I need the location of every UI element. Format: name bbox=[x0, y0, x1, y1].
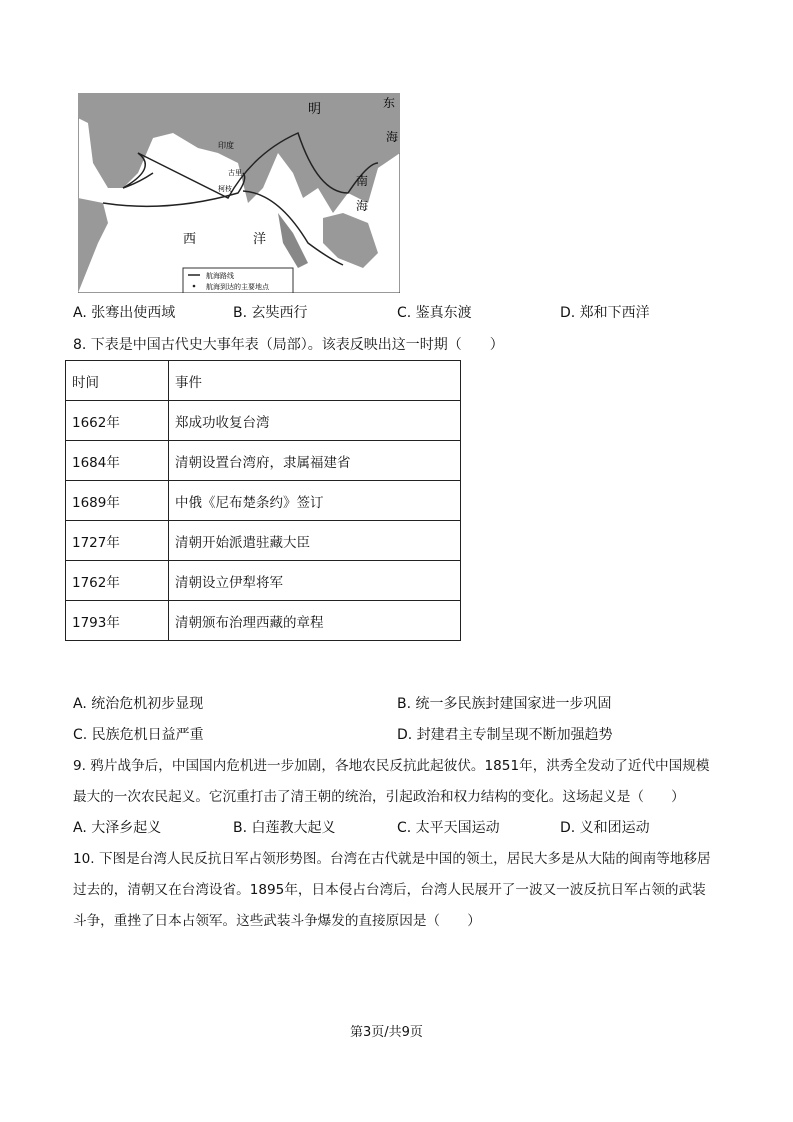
map-label: 南 bbox=[356, 174, 369, 188]
q7-option-c[interactable]: C. 鉴真东渡 bbox=[397, 305, 472, 321]
q10-stem-line: 斗争，重挫了日本占领军。这些武装斗争爆发的直接原因是（ ） bbox=[73, 913, 481, 929]
q9-option-c[interactable]: C. 太平天国运动 bbox=[397, 820, 500, 836]
map-label: 东 bbox=[383, 96, 396, 110]
cell-year: 1684年 bbox=[66, 441, 169, 481]
q7-option-b[interactable]: B. 玄奘西行 bbox=[233, 305, 308, 321]
q9-stem-line: 9. 鸦片战争后，中国国内危机进一步加剧，各地农民反抗此起彼伏。1851年，洪秀全发动了近代中国规模 bbox=[73, 758, 710, 774]
header-time: 时间 bbox=[66, 361, 169, 401]
legend-label: 航海到达的主要地点 bbox=[206, 283, 269, 291]
map-label: 柯枝 bbox=[218, 185, 232, 193]
zheng-he-voyage-map bbox=[78, 93, 400, 293]
cell-event: 郑成功收复台湾 bbox=[169, 401, 461, 441]
q8-option-a[interactable]: A. 统治危机初步显现 bbox=[73, 696, 204, 712]
table-row bbox=[66, 401, 461, 441]
q8-option-d[interactable]: D. 封建君主专制呈现不断加强趋势 bbox=[397, 727, 613, 743]
map-label: 古里 bbox=[228, 169, 242, 177]
cell-event: 清朝开始派遣驻藏大臣 bbox=[169, 521, 461, 561]
map-label: 海 bbox=[356, 199, 369, 213]
map-label: 西 bbox=[183, 232, 197, 247]
q9-stem-line: 最大的一次农民起义。它沉重打击了清王朝的统治，引起政治和权力结构的变化。这场起义是（ ） bbox=[73, 789, 685, 805]
q8-option-c[interactable]: C. 民族危机日益严重 bbox=[73, 727, 204, 743]
cell-event: 清朝颁布治理西藏的章程 bbox=[169, 601, 461, 641]
table-row bbox=[66, 561, 461, 601]
cell-year: 1762年 bbox=[66, 561, 169, 601]
map-label: 海 bbox=[386, 130, 399, 144]
table-row bbox=[66, 481, 461, 521]
cell-event: 清朝设置台湾府，隶属福建省 bbox=[169, 441, 461, 481]
cell-year: 1689年 bbox=[66, 481, 169, 521]
map-label: 印度 bbox=[218, 141, 234, 150]
map-label: 明 bbox=[308, 102, 322, 117]
q8-option-b[interactable]: B. 统一多民族封建国家进一步巩固 bbox=[397, 696, 612, 712]
table-row bbox=[66, 521, 461, 561]
cell-year: 1793年 bbox=[66, 601, 169, 641]
table-row bbox=[66, 601, 461, 641]
header-event: 事件 bbox=[169, 361, 461, 401]
cell-year: 1727年 bbox=[66, 521, 169, 561]
cell-year: 1662年 bbox=[66, 401, 169, 441]
q7-option-a[interactable]: A. 张骞出使西域 bbox=[73, 305, 176, 321]
q9-option-a[interactable]: A. 大泽乡起义 bbox=[73, 820, 162, 836]
q9-option-b[interactable]: B. 白莲教大起义 bbox=[233, 820, 336, 836]
q7-option-d[interactable]: D. 郑和下西洋 bbox=[560, 305, 650, 321]
cell-event: 中俄《尼布楚条约》签订 bbox=[169, 481, 461, 521]
chronology-table bbox=[65, 360, 461, 641]
q10-stem-line: 10. 下图是台湾人民反抗日军占领形势图。台湾在古代就是中国的领土，居民大多是从大陆的闽南等地移居 bbox=[73, 851, 711, 867]
table-header-row bbox=[66, 361, 461, 401]
map-label: 洋 bbox=[253, 232, 267, 247]
table-row bbox=[66, 441, 461, 481]
q10-stem-line: 过去的，清朝又在台湾设省。1895年，日本侵占台湾后，台湾人民展开了一波又一波反抗日军占领的武装 bbox=[73, 882, 706, 898]
page-number: 第3页/共9页 bbox=[350, 1025, 423, 1040]
legend-label: 航海路线 bbox=[206, 272, 234, 280]
q9-option-d[interactable]: D. 义和团运动 bbox=[560, 820, 650, 836]
cell-event: 清朝设立伊犁将军 bbox=[169, 561, 461, 601]
q8-stem: 8. 下表是中国古代史大事年表（局部）。该表反映出这一时期（ ） bbox=[73, 337, 504, 353]
